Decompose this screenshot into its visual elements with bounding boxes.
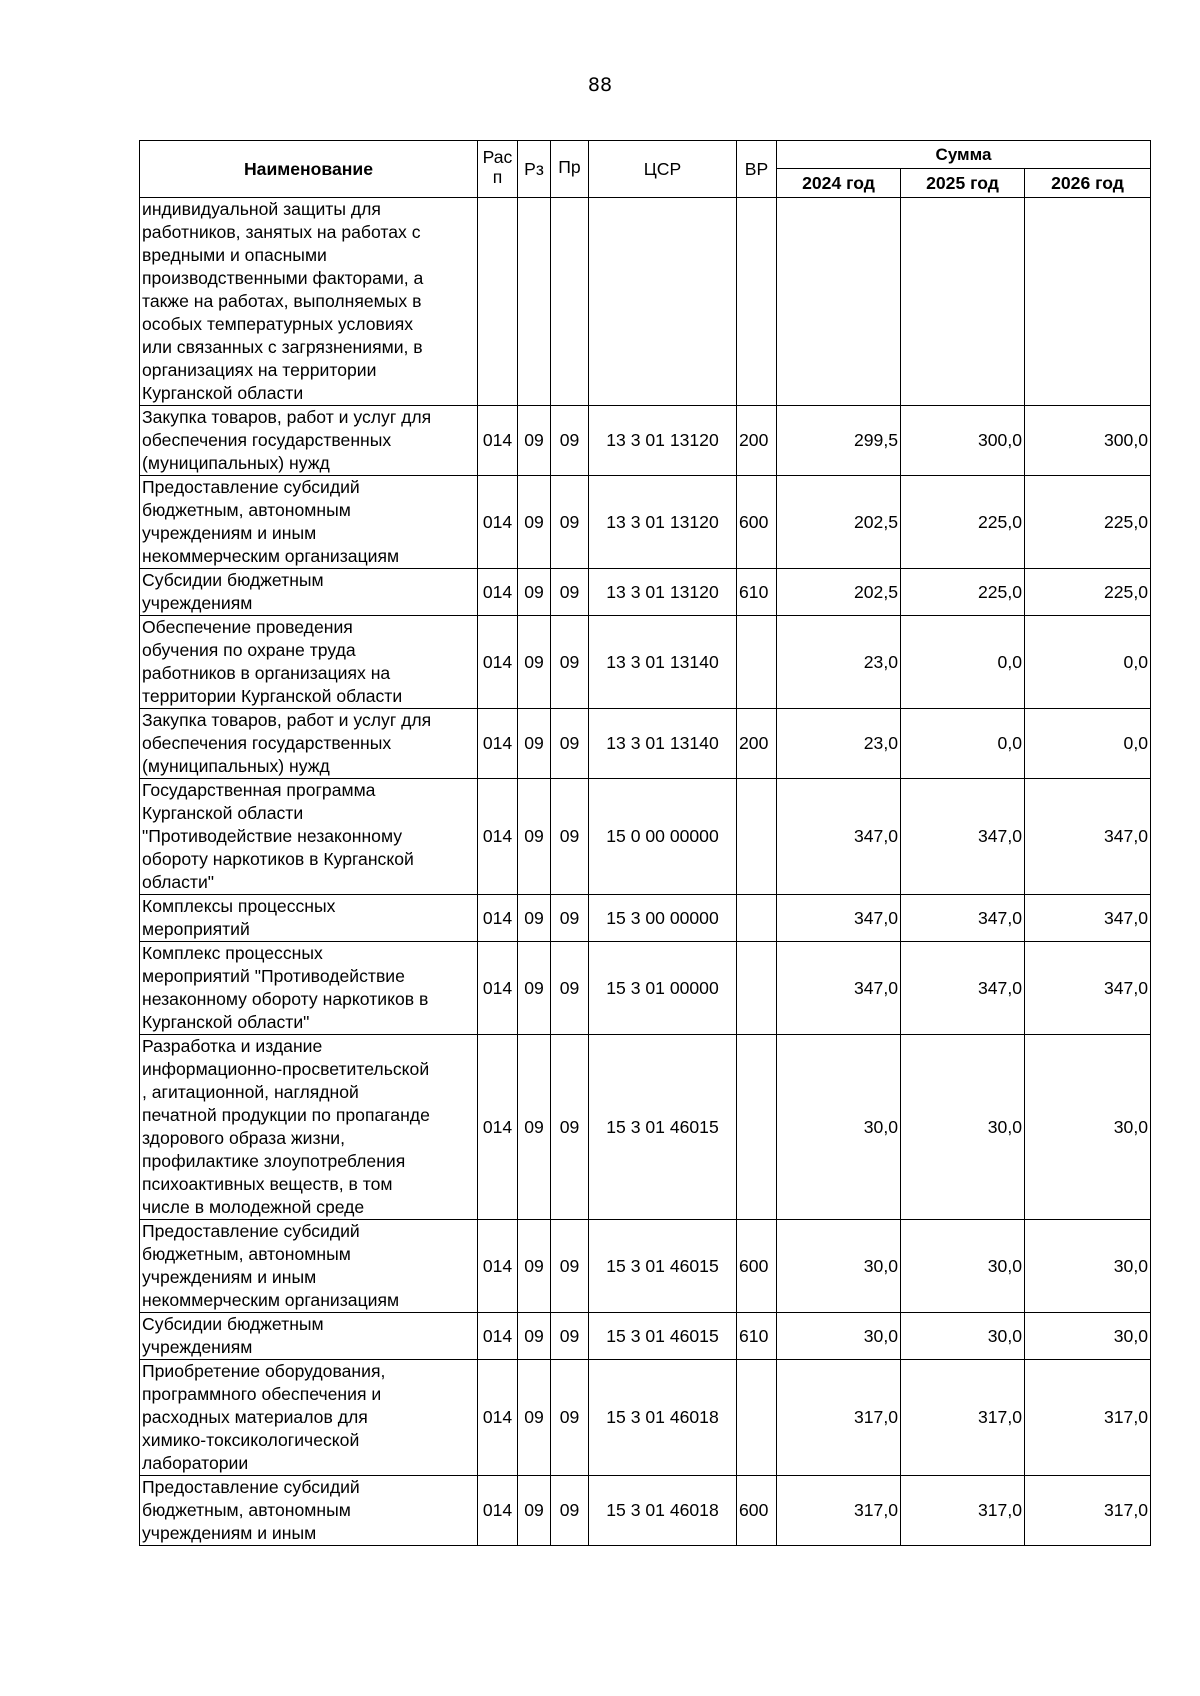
cell-name: Закупка товаров, работ и услуг для обеспечения государственных (муниципальных) нужд (140, 709, 478, 779)
cell-name: Государственная программа Курганской области "Противодействие незаконному обороту наркотиков в Курганской области" (140, 779, 478, 895)
cell-sum-2025: 30,0 (901, 1220, 1025, 1313)
cell-rasp: 014 (478, 1476, 518, 1546)
cell-sum-2024: 23,0 (777, 709, 901, 779)
cell-vr: 610 (737, 1313, 777, 1360)
cell-sum-2025: 225,0 (901, 476, 1025, 569)
cell-sum-2026: 317,0 (1025, 1476, 1151, 1546)
cell-sum-2025: 317,0 (901, 1360, 1025, 1476)
cell-sum-2026: 30,0 (1025, 1220, 1151, 1313)
cell-csr: 13 3 01 13120 (589, 569, 737, 616)
cell-vr: 600 (737, 476, 777, 569)
table-row (140, 406, 1151, 476)
table-row (140, 1035, 1151, 1220)
cell-sum-2024: 202,5 (777, 476, 901, 569)
cell-vr: 600 (737, 1220, 777, 1313)
cell-rz: 09 (518, 1220, 551, 1313)
cell-sum-2026: 0,0 (1025, 709, 1151, 779)
cell-rz: 09 (518, 942, 551, 1035)
cell-sum-2024: 299,5 (777, 406, 901, 476)
header-year-2026: 2026 год (1025, 169, 1151, 198)
cell-csr: 13 3 01 13120 (589, 476, 737, 569)
cell-sum-2024: 30,0 (777, 1220, 901, 1313)
cell-vr: 610 (737, 569, 777, 616)
header-rz: Рз (518, 141, 551, 198)
cell-rasp: 014 (478, 779, 518, 895)
cell-csr: 15 0 00 00000 (589, 779, 737, 895)
cell-pr: 09 (551, 406, 589, 476)
cell-rasp: 014 (478, 569, 518, 616)
page-number: 88 (587, 74, 613, 96)
table-body (140, 198, 1151, 1546)
cell-csr (589, 198, 737, 406)
header-year-2025: 2025 год (901, 169, 1025, 198)
cell-pr: 09 (551, 895, 589, 942)
cell-name: индивидуальной защиты для работников, занятых на работах с вредными и опасными производственными факторами, а также на работах, выполняемых в особых температурных условиях или связанных с загрязнениями, в организациях на территории Курганской области (140, 198, 478, 406)
cell-name: Обеспечение проведения обучения по охране труда работников в организациях на территории Курганской области (140, 616, 478, 709)
cell-rasp: 014 (478, 942, 518, 1035)
cell-rz: 09 (518, 1360, 551, 1476)
cell-name: Предоставление субсидий бюджетным, автономным учреждениям и иным некоммерческим организациям (140, 1220, 478, 1313)
header-pr: Пр (551, 141, 589, 198)
cell-sum-2025: 317,0 (901, 1476, 1025, 1546)
cell-vr (737, 895, 777, 942)
cell-csr: 15 3 01 00000 (589, 942, 737, 1035)
table-row (140, 895, 1151, 942)
cell-csr: 15 3 01 46018 (589, 1360, 737, 1476)
cell-vr (737, 616, 777, 709)
table-row (140, 942, 1151, 1035)
cell-csr: 15 3 01 46015 (589, 1035, 737, 1220)
cell-rz: 09 (518, 569, 551, 616)
header-csr: ЦСР (589, 141, 737, 198)
cell-name: Субсидии бюджетным учреждениям (140, 569, 478, 616)
cell-pr: 09 (551, 569, 589, 616)
header-name: Наименование (140, 141, 478, 198)
header-rasp: Рас п (478, 141, 518, 198)
cell-sum-2026: 347,0 (1025, 895, 1151, 942)
cell-name: Комплекс процессных мероприятий "Противодействие незаконному обороту наркотиков в Курганской области" (140, 942, 478, 1035)
cell-pr: 09 (551, 709, 589, 779)
cell-vr: 200 (737, 709, 777, 779)
cell-sum-2025: 347,0 (901, 895, 1025, 942)
header-sum: Сумма (777, 141, 1151, 169)
cell-sum-2025: 300,0 (901, 406, 1025, 476)
cell-name: Субсидии бюджетным учреждениям (140, 1313, 478, 1360)
cell-sum-2024: 30,0 (777, 1035, 901, 1220)
cell-sum-2025: 0,0 (901, 709, 1025, 779)
cell-rasp: 014 (478, 709, 518, 779)
cell-vr: 200 (737, 406, 777, 476)
cell-rasp: 014 (478, 476, 518, 569)
cell-sum-2026: 347,0 (1025, 942, 1151, 1035)
table-row (140, 1313, 1151, 1360)
cell-pr (551, 198, 589, 406)
cell-sum-2026: 347,0 (1025, 779, 1151, 895)
header-vr: ВР (737, 141, 777, 198)
cell-pr: 09 (551, 942, 589, 1035)
budget-table (139, 140, 1151, 1546)
table-header (140, 141, 1151, 198)
cell-rz: 09 (518, 1313, 551, 1360)
cell-csr: 15 3 00 00000 (589, 895, 737, 942)
cell-sum-2026: 225,0 (1025, 569, 1151, 616)
table-row (140, 1360, 1151, 1476)
table-row (140, 1220, 1151, 1313)
table-row (140, 476, 1151, 569)
cell-sum-2025: 347,0 (901, 942, 1025, 1035)
cell-pr: 09 (551, 779, 589, 895)
cell-sum-2025: 347,0 (901, 779, 1025, 895)
table-row (140, 198, 1151, 406)
cell-rasp: 014 (478, 1313, 518, 1360)
table-row (140, 616, 1151, 709)
cell-name: Предоставление субсидий бюджетным, автономным учреждениям и иным некоммерческим организациям (140, 476, 478, 569)
cell-rz: 09 (518, 476, 551, 569)
cell-sum-2024: 23,0 (777, 616, 901, 709)
table-row (140, 779, 1151, 895)
cell-rz: 09 (518, 709, 551, 779)
cell-rasp: 014 (478, 1220, 518, 1313)
cell-sum-2024: 347,0 (777, 942, 901, 1035)
cell-name: Комплексы процессных мероприятий (140, 895, 478, 942)
cell-rz: 09 (518, 616, 551, 709)
cell-csr: 13 3 01 13140 (589, 709, 737, 779)
header-year-2024: 2024 год (777, 169, 901, 198)
cell-rasp: 014 (478, 1035, 518, 1220)
cell-sum-2026 (1025, 198, 1151, 406)
cell-vr (737, 198, 777, 406)
cell-rz: 09 (518, 779, 551, 895)
cell-sum-2024: 317,0 (777, 1476, 901, 1546)
cell-sum-2025: 0,0 (901, 616, 1025, 709)
cell-sum-2026: 317,0 (1025, 1360, 1151, 1476)
cell-sum-2024: 317,0 (777, 1360, 901, 1476)
cell-pr: 09 (551, 1360, 589, 1476)
cell-rz (518, 198, 551, 406)
cell-csr: 15 3 01 46015 (589, 1313, 737, 1360)
cell-vr (737, 779, 777, 895)
cell-sum-2026: 225,0 (1025, 476, 1151, 569)
cell-name: Разработка и издание информационно-просветительской , агитационной, наглядной печатной продукции по пропаганде здорового образа жизни, профилактике злоупотребления психоактивных веществ, в том числе в молодежной среде (140, 1035, 478, 1220)
cell-vr: 600 (737, 1476, 777, 1546)
cell-rz: 09 (518, 1035, 551, 1220)
cell-sum-2024: 30,0 (777, 1313, 901, 1360)
cell-rasp: 014 (478, 616, 518, 709)
cell-pr: 09 (551, 1476, 589, 1546)
table-row (140, 569, 1151, 616)
cell-name: Предоставление субсидий бюджетным, автономным учреждениям и иным (140, 1476, 478, 1546)
cell-pr: 09 (551, 1035, 589, 1220)
cell-csr: 15 3 01 46018 (589, 1476, 737, 1546)
cell-rasp: 014 (478, 406, 518, 476)
cell-sum-2024 (777, 198, 901, 406)
cell-rz: 09 (518, 406, 551, 476)
cell-pr: 09 (551, 1220, 589, 1313)
cell-sum-2026: 30,0 (1025, 1313, 1151, 1360)
table-row (140, 1476, 1151, 1546)
cell-pr: 09 (551, 476, 589, 569)
cell-rasp: 014 (478, 895, 518, 942)
cell-vr (737, 1035, 777, 1220)
cell-csr: 13 3 01 13120 (589, 406, 737, 476)
cell-pr: 09 (551, 616, 589, 709)
cell-name: Приобретение оборудования, программного обеспечения и расходных материалов для химико-токсикологической лаборатории (140, 1360, 478, 1476)
cell-rz: 09 (518, 895, 551, 942)
cell-sum-2024: 347,0 (777, 895, 901, 942)
cell-sum-2025: 30,0 (901, 1035, 1025, 1220)
cell-sum-2025: 30,0 (901, 1313, 1025, 1360)
cell-pr: 09 (551, 1313, 589, 1360)
cell-sum-2025: 225,0 (901, 569, 1025, 616)
cell-sum-2026: 300,0 (1025, 406, 1151, 476)
cell-name: Закупка товаров, работ и услуг для обеспечения государственных (муниципальных) нужд (140, 406, 478, 476)
cell-csr: 13 3 01 13140 (589, 616, 737, 709)
cell-rz: 09 (518, 1476, 551, 1546)
cell-sum-2024: 347,0 (777, 779, 901, 895)
cell-sum-2024: 202,5 (777, 569, 901, 616)
cell-vr (737, 1360, 777, 1476)
cell-vr (737, 942, 777, 1035)
table-row (140, 709, 1151, 779)
cell-csr: 15 3 01 46015 (589, 1220, 737, 1313)
cell-sum-2026: 0,0 (1025, 616, 1151, 709)
cell-rasp (478, 198, 518, 406)
cell-rasp: 014 (478, 1360, 518, 1476)
cell-sum-2026: 30,0 (1025, 1035, 1151, 1220)
cell-sum-2025 (901, 198, 1025, 406)
